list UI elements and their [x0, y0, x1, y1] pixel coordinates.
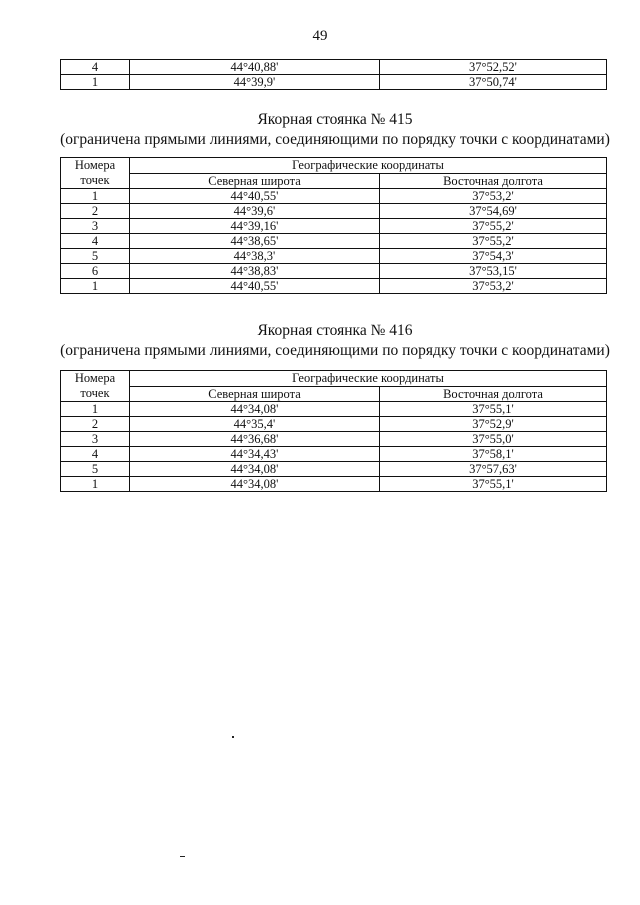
latitude-header: Северная широта: [130, 386, 380, 402]
longitude-cell: 37°58,1': [380, 447, 607, 462]
longitude-cell: 37°52,52': [380, 60, 607, 75]
scan-speck: [180, 856, 185, 857]
header-line: Номера: [74, 158, 116, 172]
point-number: 3: [61, 432, 130, 447]
station-title: Якорная стоянка № 416: [257, 322, 413, 339]
longitude-cell: 37°53,15': [380, 264, 607, 279]
table-row: [61, 402, 607, 417]
longitude-cell: 37°54,69': [380, 204, 607, 219]
point-number: 5: [61, 462, 130, 477]
table-row: [61, 447, 607, 462]
point-number: 1: [61, 189, 130, 204]
section-heading-415: [0, 110, 640, 150]
latitude-cell: 44°40,55': [130, 189, 380, 204]
table-row: [61, 462, 607, 477]
table-subheader-row: [61, 173, 607, 189]
latitude-cell: 44°38,65': [130, 234, 380, 249]
point-number: 4: [61, 234, 130, 249]
latitude-cell: 44°34,08': [130, 402, 380, 417]
longitude-cell: 37°57,63': [380, 462, 607, 477]
longitude-header: Восточная долгота: [380, 173, 607, 189]
table-row: [61, 189, 607, 204]
latitude-cell: 44°36,68': [130, 432, 380, 447]
latitude-cell: 44°34,08': [130, 477, 380, 492]
table-row: [61, 219, 607, 234]
point-number: 5: [61, 249, 130, 264]
station-subtitle: (ограничена прямыми линиями, соединяющими по порядку точки с координатами): [60, 342, 610, 359]
header-line: точек: [80, 386, 110, 400]
station-subtitle: (ограничена прямыми линиями, соединяющими по порядку точки с координатами): [60, 131, 610, 148]
longitude-cell: 37°55,2': [380, 234, 607, 249]
table-row: [61, 60, 607, 75]
geo-coordinates-header: Географические координаты: [130, 371, 607, 387]
header-line: точек: [80, 173, 110, 187]
longitude-cell: 37°55,0': [380, 432, 607, 447]
latitude-cell: 44°40,88': [130, 60, 380, 75]
longitude-header: Восточная долгота: [380, 386, 607, 402]
coordinates-table-416: [60, 370, 607, 492]
latitude-cell: 44°34,08': [130, 462, 380, 477]
continued-coordinates-table: [60, 59, 607, 90]
table-row: [61, 264, 607, 279]
longitude-cell: 37°55,2': [380, 219, 607, 234]
point-number: 1: [61, 402, 130, 417]
table-row: [61, 204, 607, 219]
latitude-cell: 44°34,43': [130, 447, 380, 462]
longitude-cell: 37°54,3': [380, 249, 607, 264]
table-header-row: [61, 158, 607, 174]
scan-speck: [232, 736, 234, 738]
point-number-header: [61, 371, 130, 402]
station-title: Якорная стоянка № 415: [257, 111, 413, 128]
point-number: 1: [61, 75, 130, 90]
coordinates-table-415: [60, 157, 607, 294]
latitude-cell: 44°38,3': [130, 249, 380, 264]
point-number: 2: [61, 204, 130, 219]
point-number: 4: [61, 447, 130, 462]
point-number: 1: [61, 477, 130, 492]
latitude-cell: 44°39,16': [130, 219, 380, 234]
table-row: [61, 432, 607, 447]
latitude-cell: 44°40,55': [130, 279, 380, 294]
table-header-row: [61, 371, 607, 387]
latitude-cell: 44°35,4': [130, 417, 380, 432]
longitude-cell: 37°53,2': [380, 279, 607, 294]
table-row: [61, 279, 607, 294]
point-number: 1: [61, 279, 130, 294]
point-number: 2: [61, 417, 130, 432]
latitude-cell: 44°39,9': [130, 75, 380, 90]
table-row: [61, 477, 607, 492]
table-subheader-row: [61, 386, 607, 402]
point-number: 3: [61, 219, 130, 234]
point-number: 6: [61, 264, 130, 279]
longitude-cell: 37°53,2': [380, 189, 607, 204]
longitude-cell: 37°55,1': [380, 402, 607, 417]
section-heading-416: [0, 321, 640, 361]
table-row: [61, 234, 607, 249]
header-line: Номера: [74, 371, 116, 385]
longitude-cell: 37°55,1': [380, 477, 607, 492]
point-number-header: [61, 158, 130, 189]
longitude-cell: 37°50,74': [380, 75, 607, 90]
latitude-header: Северная широта: [130, 173, 380, 189]
geo-coordinates-header: Географические координаты: [130, 158, 607, 174]
page-number: 49: [312, 28, 328, 44]
latitude-cell: 44°38,83': [130, 264, 380, 279]
table-row: [61, 249, 607, 264]
point-number: 4: [61, 60, 130, 75]
longitude-cell: 37°52,9': [380, 417, 607, 432]
table-row: [61, 417, 607, 432]
table-row: [61, 75, 607, 90]
latitude-cell: 44°39,6': [130, 204, 380, 219]
